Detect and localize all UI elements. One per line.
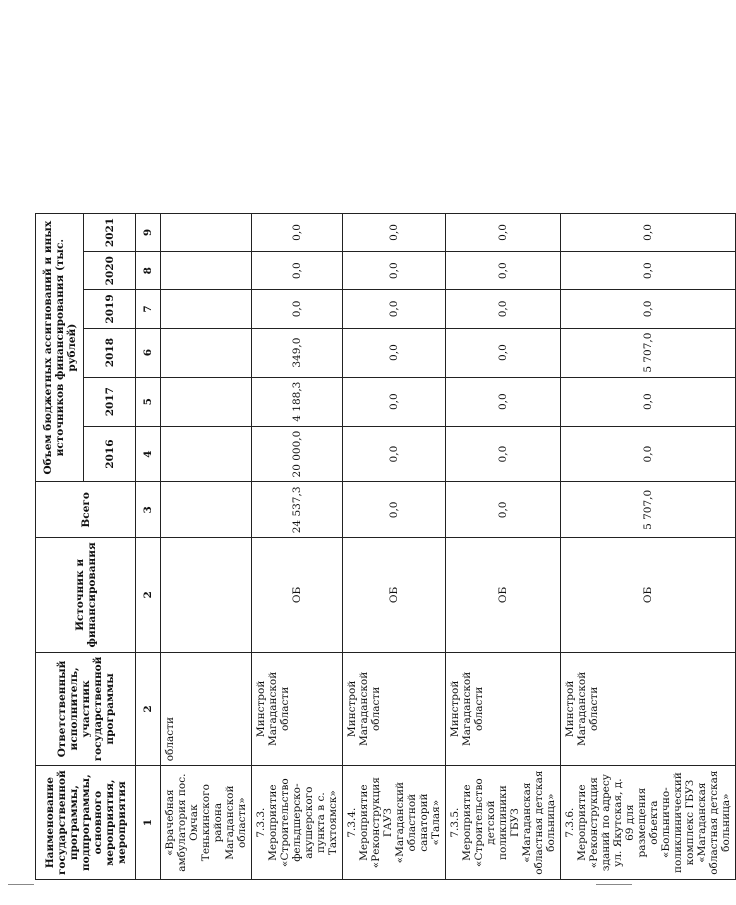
row-total	[161, 482, 252, 538]
row-name: 7.3.3. Мероприятие «Строительство фельдшерско-акушерского пункта в с. Тахтоямск»	[252, 766, 343, 880]
financing-table	[35, 213, 736, 880]
table-row	[252, 213, 343, 879]
row-value: 0,0	[561, 252, 736, 290]
scan-edge-mark	[596, 884, 632, 885]
header-funding: Объем бюджетных ассигнований и иных источников финансирования (тыс. рублей)	[36, 213, 84, 482]
header-year: 2021	[84, 213, 136, 251]
row-value: 0,0	[343, 213, 446, 251]
row-value: 0,0	[446, 213, 561, 251]
row-value: 0,0	[252, 252, 343, 290]
header-year: 2020	[84, 252, 136, 290]
row-value: 0,0	[561, 290, 736, 328]
table-row	[343, 213, 446, 879]
index-cell: 9	[136, 213, 161, 251]
row-source	[161, 538, 252, 652]
row-value: 0,0	[343, 426, 446, 482]
header-year: 2017	[84, 377, 136, 426]
index-cell: 8	[136, 252, 161, 290]
header-total: Всего	[36, 482, 136, 538]
row-value: 0,0	[561, 377, 736, 426]
header-name: Наименование государственной программы, подпрограммы, основного мероприятия, мероприятия	[36, 766, 136, 880]
row-value: 20 000,0	[252, 426, 343, 482]
row-value	[161, 426, 252, 482]
row-total: 5 707,0	[561, 482, 736, 538]
header-year: 2019	[84, 290, 136, 328]
index-cell: 1	[136, 766, 161, 880]
scan-edge-mark	[8, 884, 34, 885]
row-responsible: Минстрой Магаданской области	[343, 652, 446, 766]
row-value: 0,0	[446, 252, 561, 290]
index-row	[136, 213, 161, 879]
header-year: 2016	[84, 426, 136, 482]
row-total: 0,0	[343, 482, 446, 538]
row-responsible: Минстрой Магаданской области	[561, 652, 736, 766]
row-value: 0,0	[252, 213, 343, 251]
row-total: 0,0	[446, 482, 561, 538]
row-name: 7.3.4. Мероприятие «Реконструкция ГАУЗ «Магаданский областной санаторий «Талая»	[343, 766, 446, 880]
row-value	[161, 213, 252, 251]
row-name: «Врачебная амбулатория пос. Омчак Тенькинского района Магаданской области»	[161, 766, 252, 880]
row-value	[161, 377, 252, 426]
index-cell: 2	[136, 652, 161, 766]
index-cell: 6	[136, 328, 161, 377]
row-value: 0,0	[343, 328, 446, 377]
row-source: ОБ	[343, 538, 446, 652]
row-total: 24 537,3	[252, 482, 343, 538]
row-value: 0,0	[343, 252, 446, 290]
row-value: 4 188,3	[252, 377, 343, 426]
table-row	[161, 213, 252, 879]
row-responsible: Минстрой Магаданской области	[252, 652, 343, 766]
row-name: 7.3.5. Мероприятие «Строительство детской поликлиники ГБУЗ «Магаданская областная детская больница»	[446, 766, 561, 880]
row-responsible: области	[161, 652, 252, 766]
header-source: Источник и финансирования	[36, 538, 136, 652]
row-value	[161, 252, 252, 290]
row-source: ОБ	[561, 538, 736, 652]
row-value: 0,0	[343, 290, 446, 328]
row-value: 0,0	[561, 426, 736, 482]
row-value: 0,0	[252, 290, 343, 328]
row-value: 0,0	[343, 377, 446, 426]
row-value: 0,0	[561, 213, 736, 251]
row-source: ОБ	[252, 538, 343, 652]
row-value: 0,0	[446, 377, 561, 426]
row-value	[161, 290, 252, 328]
row-value	[161, 328, 252, 377]
row-source: ОБ	[446, 538, 561, 652]
row-value: 0,0	[446, 290, 561, 328]
table-row	[446, 213, 561, 879]
row-value: 0,0	[446, 426, 561, 482]
row-name: 7.3.6. Мероприятие «Реконструкция зданий по адресу ул. Якутская, д. 69 для размещения объекта «Больнично-поликлинический комплекс ГБУЗ «Магаданская областная детская больница»	[561, 766, 736, 880]
index-cell: 3	[136, 482, 161, 538]
row-value: 349,0	[252, 328, 343, 377]
index-cell: 5	[136, 377, 161, 426]
row-responsible: Минстрой Магаданской области	[446, 652, 561, 766]
row-value: 0,0	[446, 328, 561, 377]
header-year: 2018	[84, 328, 136, 377]
table-row	[561, 213, 736, 879]
index-cell: 7	[136, 290, 161, 328]
index-cell: 4	[136, 426, 161, 482]
header-responsible: Ответственный исполнитель, участник государственной программы	[36, 652, 136, 766]
row-value: 5 707,0	[561, 328, 736, 377]
index-cell: 2	[136, 538, 161, 652]
